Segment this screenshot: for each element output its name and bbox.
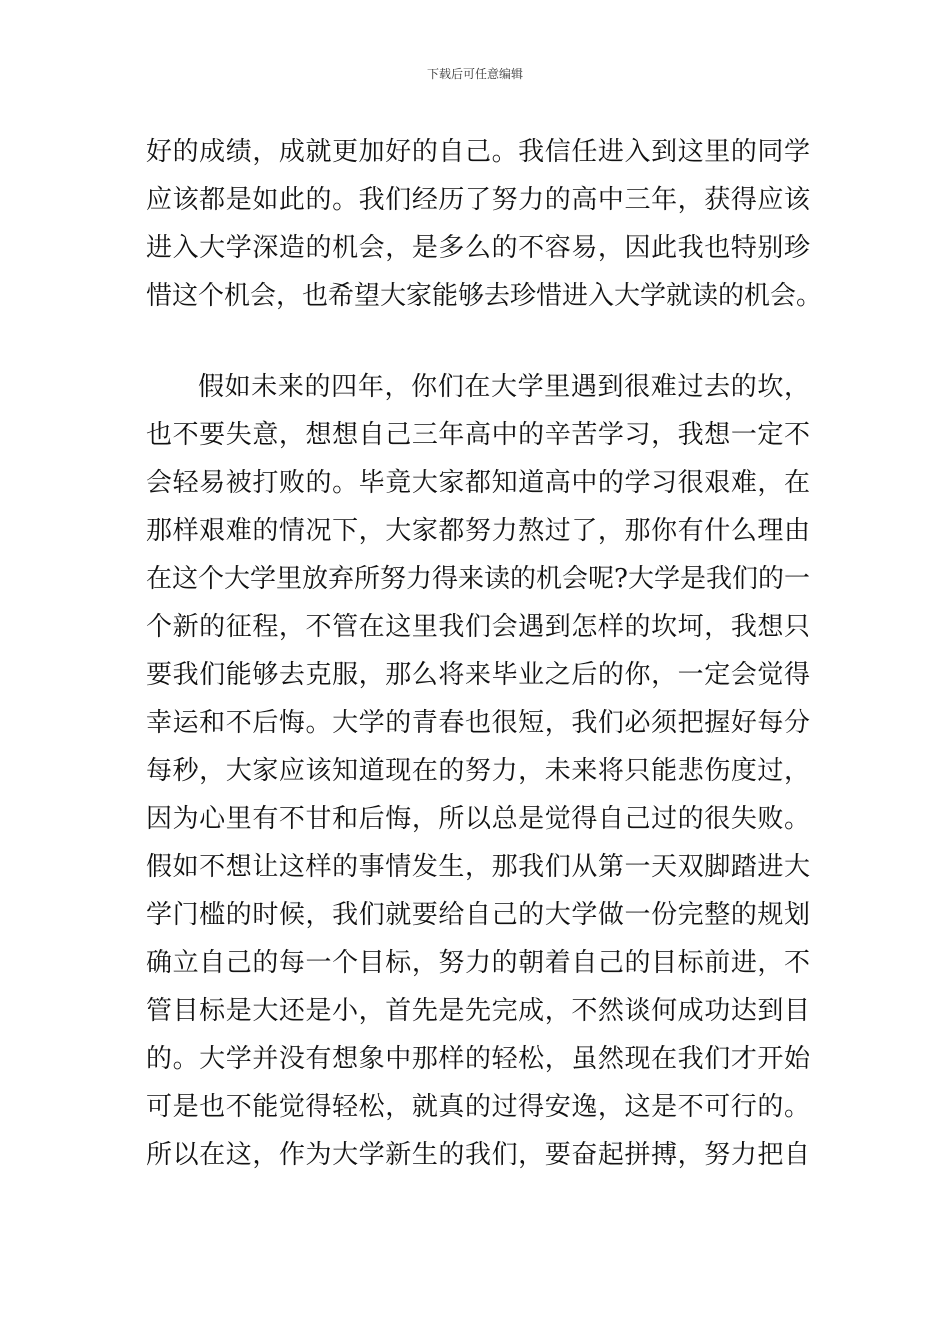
paragraph-line: 每秒，大家应该知道现在的努力，未来将只能悲伤度过， [146,756,810,786]
paragraph-line: 个新的征程，不管在这里我们会遇到怎样的坎坷，我想只 [146,612,810,642]
paragraph-line: 好的成绩，成就更加好的自己。我信任进入到这里的同学 [146,137,810,167]
paragraph-line: 在这个大学里放弃所努力得来读的机会呢?大学是我们的一 [146,564,810,594]
paragraph-line: 的。大学并没有想象中那样的轻松，虽然现在我们才开始 [146,1044,810,1074]
paragraph-line: 惜这个机会，也希望大家能够去珍惜进入大学就读的机会。 [146,281,823,311]
paragraph-2 [146,363,810,1179]
paragraph-line: 会轻易被打败的。毕竟大家都知道高中的学习很艰难，在 [146,468,810,498]
paragraph-line: 假如不想让这样的事情发生，那我们从第一天双脚踏进大 [146,852,810,882]
paragraph-line: 因为心里有不甘和后悔，所以总是觉得自己过的很失败。 [146,804,810,834]
paragraph-spacer [146,320,810,363]
page-header-note: 下载后可任意编辑 [426,67,523,81]
paragraph-line: 确立自己的每一个目标，努力的朝着自己的目标前进，不 [146,948,810,978]
paragraph-line: 要我们能够去克服，那么将来毕业之后的你，一定会觉得 [146,660,810,690]
paragraph-line: 应该都是如此的。我们经历了努力的高中三年，获得应该 [146,185,810,215]
paragraph-line: 那样艰难的情况下，大家都努力熬过了，那你有什么理由 [146,516,810,546]
paragraph-line: 进入大学深造的机会，是多么的不容易，因此我也特别珍 [146,233,810,263]
paragraph-1 [146,128,823,320]
paragraph-line: 所以在这，作为大学新生的我们，要奋起拼搏，努力把自 [146,1140,810,1170]
paragraph-line: 幸运和不后悔。大学的青春也很短，我们必须把握好每分 [146,708,810,738]
paragraph-line: 也不要失意，想想自己三年高中的辛苦学习，我想一定不 [146,420,810,450]
paragraph-line: 假如未来的四年，你们在大学里遇到很难过去的坎， [198,372,810,402]
document-body [146,128,823,1179]
paragraph-line: 可是也不能觉得轻松，就真的过得安逸，这是不可行的。 [146,1092,810,1122]
paragraph-line: 学门槛的时候，我们就要给自己的大学做一份完整的规划 [146,900,810,930]
paragraph-line: 管目标是大还是小，首先是先完成，不然谈何成功达到目 [146,996,810,1026]
